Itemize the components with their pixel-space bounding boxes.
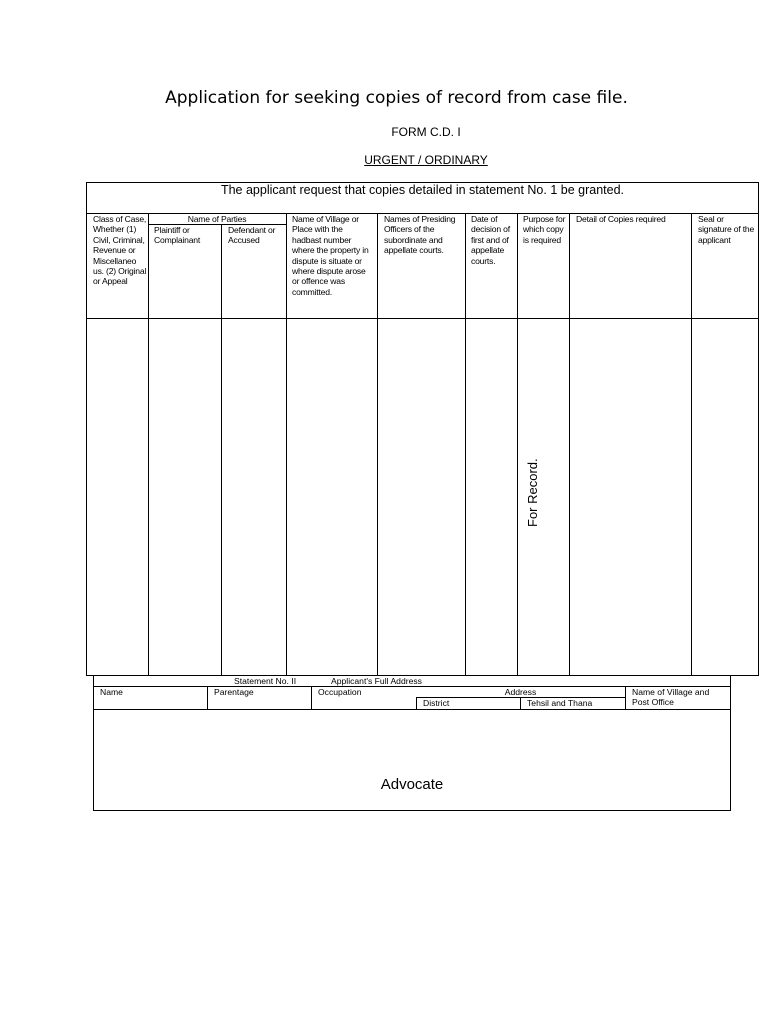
statement-two-heading: Applicant's Full Address <box>331 676 422 686</box>
purpose-entry: For Record. <box>525 458 540 527</box>
urgency-label: URGENT / ORDINARY <box>364 153 488 167</box>
s2-header-parentage: Parentage <box>214 687 254 697</box>
header-village: Name of Village or Place with the hadbast number where the property in dispute is situate or where dispute arose or offence was committed. <box>292 214 369 297</box>
s2-col-divider-3 <box>416 697 417 709</box>
header-plaintiff: Plaintiff or Complainant <box>154 225 201 246</box>
header-name-of-parties: Name of Parties <box>187 214 247 224</box>
col-divider-5 <box>465 213 466 675</box>
header-detail-of-copies: Detail of Copies required <box>576 214 666 224</box>
col-divider-7 <box>569 213 570 675</box>
header-defendant: Defendant or Accused <box>228 225 276 246</box>
statement-two-table <box>93 676 731 811</box>
header-date-of-decision: Date of decision of first and of appellate courts. <box>471 214 510 266</box>
s2-col-divider-1 <box>207 686 208 709</box>
s2-header-district: District <box>423 698 450 708</box>
header-purpose: Purpose for which copy is required <box>523 214 566 245</box>
statement-one-caption: The applicant request that copies detailed in statement No. 1 be granted. <box>220 183 625 197</box>
s2-header-occupation: Occupation <box>318 687 362 697</box>
col-divider-8 <box>691 213 692 675</box>
s2-header-address: Address <box>504 687 537 697</box>
advocate-entry: Advocate <box>380 776 444 793</box>
document-title: Application for seeking copies of record from case file. <box>165 88 628 108</box>
col-divider-1 <box>148 213 149 675</box>
col-divider-6 <box>517 213 518 675</box>
col-divider-3 <box>286 213 287 675</box>
header-seal: Seal or signature of the applicant <box>698 214 755 245</box>
s2-col-divider-5 <box>625 686 626 709</box>
col-divider-4 <box>377 213 378 675</box>
s2-col-divider-2 <box>311 686 312 709</box>
s2-header-tehsil: Tehsil and Thana <box>527 698 593 708</box>
header-divider <box>87 318 758 319</box>
statement-one-table <box>86 182 759 676</box>
s2-header-divider <box>94 709 730 710</box>
col-divider-2 <box>221 224 222 675</box>
form-number: FORM C.D. I <box>391 125 461 139</box>
s2-header-village-post: Name of Village and Post Office <box>632 687 710 707</box>
header-class-of-case: Class of Case, Whether (1) Civil, Criminal, Revenue or Miscellaneo us. (2) Original or Appeal <box>93 214 147 287</box>
s2-col-divider-4 <box>520 697 521 709</box>
statement-two-label: Statement No. II <box>234 676 297 686</box>
header-presiding-officers: Names of Presiding Officers of the subordinate and appellate courts. <box>384 214 456 256</box>
s2-header-name: Name <box>100 687 123 697</box>
